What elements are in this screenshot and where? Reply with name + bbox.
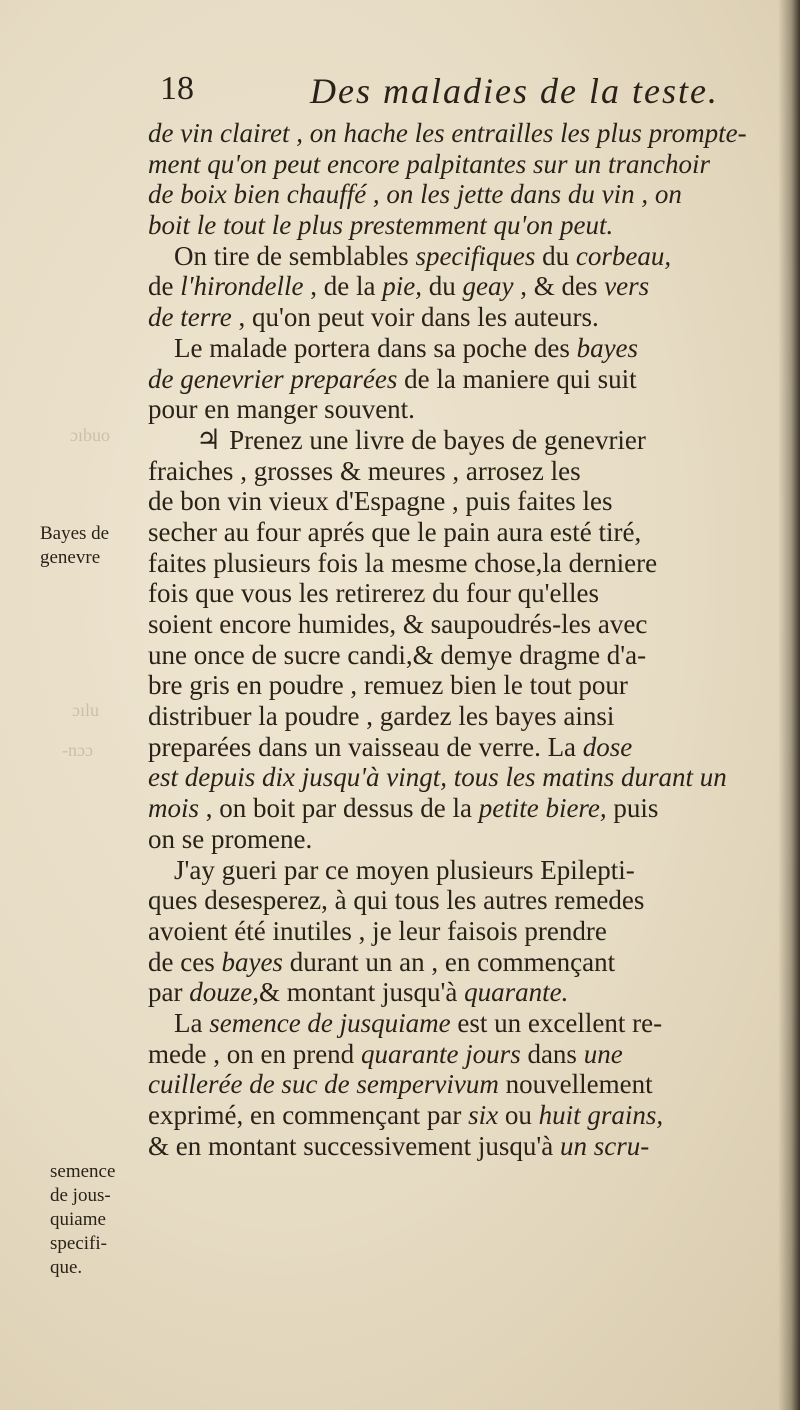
text-line (148, 609, 788, 640)
text-line (148, 548, 788, 579)
text-line (148, 1039, 788, 1070)
text-line (148, 732, 788, 763)
text-segment: avoient été inutiles , je leur faisois prendre (148, 915, 607, 946)
text-line (148, 364, 788, 395)
text-segment: semence de jusquiame (209, 1007, 451, 1038)
text-segment: est un excellent re- (450, 1007, 663, 1038)
text-line (148, 1069, 788, 1100)
text-segment: du (421, 271, 463, 302)
text-segment: durant un an , en commençant (282, 946, 616, 977)
text-segment: six (468, 1100, 499, 1130)
margin-note-line: specifi- (50, 1233, 107, 1254)
text-segment: l'hirondelle (180, 271, 304, 302)
text-line (148, 394, 788, 425)
margin-note-line: semence (50, 1161, 116, 1182)
text-segment: de vin clairet , on hache les entrailles les plus prompte- (148, 118, 747, 148)
text-segment: puis (606, 793, 659, 824)
margin-note-bayes-de-genevre (40, 522, 109, 570)
text-line (148, 517, 788, 548)
text-segment: on se promene. (148, 823, 313, 854)
text-segment: pour en manger souvent. (148, 394, 415, 425)
text-segment: & en montant successivement jusqu'à (148, 1130, 561, 1161)
text-segment: secher au four aprés que le pain aura esté tiré, (148, 516, 642, 547)
text-line (148, 885, 788, 916)
text-segment: douze, (189, 977, 259, 1008)
text-segment: bre gris en poudre , remuez bien le tout pour (148, 670, 628, 701)
bleed-through-text: ɔılu (72, 700, 99, 720)
text-segment: quarante. (464, 977, 569, 1008)
text-line (148, 241, 788, 272)
bleed-through-text: ɔıbuo (70, 425, 110, 445)
text-segment: par (148, 977, 190, 1008)
text-segment: mede , on en prend (148, 1038, 361, 1069)
text-segment: de boix bien chauffé , on les jette dans du vin , on (148, 179, 682, 210)
text-segment: est depuis dix jusqu'à vingt, tous les matins durant un (148, 762, 727, 793)
text-segment: ment qu'on peut encore palpitantes sur un tranchoir (148, 148, 710, 179)
text-line (148, 1131, 788, 1162)
text-segment: de ces (148, 946, 222, 977)
text-segment: de genevrier preparées (148, 363, 398, 394)
text-segment: du (535, 240, 576, 271)
text-segment: La (174, 1007, 210, 1038)
text-segment: ou (498, 1100, 539, 1130)
text-segment: faites plusieurs fois la mesme chose,la derniere (148, 547, 658, 578)
text-line (148, 118, 788, 149)
text-segment: Le malade portera dans sa poche des (174, 332, 577, 363)
text-segment: soient encore humides, & saupoudrés-les avec (148, 609, 648, 639)
text-segment: , qu'on peut voir dans les auteurs. (231, 302, 599, 333)
gutter-shadow (778, 0, 800, 1410)
text-segment: dans (520, 1038, 584, 1069)
text-segment: exprimé, en commençant par (148, 1100, 469, 1130)
text-line (148, 670, 788, 701)
running-title: Des maladies de la teste. (310, 71, 719, 111)
text-segment: une (583, 1038, 623, 1069)
text-segment: nouvellement (498, 1069, 653, 1100)
text-segment: cuillerée de suc de sempervivum (148, 1069, 499, 1100)
text-segment: specifiques (415, 240, 536, 271)
text-segment: boit le tout le plus prestemment qu'on peut. (148, 210, 614, 241)
running-header (145, 70, 765, 120)
text-segment: & montant jusqu'à (258, 977, 465, 1008)
text-segment: , & des (513, 271, 605, 302)
text-segment: de terre (148, 302, 232, 333)
text-segment: Prenez une livre de bayes de genevrier (229, 424, 646, 455)
text-line (148, 425, 788, 456)
text-segment: dose (582, 731, 633, 762)
page-number: 18 (160, 70, 194, 107)
text-segment: quarante jours (360, 1038, 521, 1069)
text-line (148, 640, 788, 671)
text-segment: J'ay gueri par ce moyen plusieurs Epilepti- (174, 854, 635, 885)
text-line (148, 855, 788, 886)
margin-note-line: genevre (40, 547, 101, 568)
text-segment: geay (462, 271, 514, 302)
text-segment: , de la (303, 271, 383, 302)
margin-note-line: de jous- (50, 1185, 111, 1206)
text-segment: ques desesperez, à qui tous les autres remedes (148, 885, 645, 916)
text-segment: fraiches , grosses & meures , arrosez les (148, 455, 581, 486)
text-line (148, 210, 788, 241)
margin-note-line: quiame (50, 1209, 106, 1230)
text-segment: bayes (576, 332, 639, 363)
text-segment: fois que vous les retirerez du four qu'elles (148, 578, 599, 609)
text-line (148, 1008, 788, 1039)
text-segment: petite biere, (478, 793, 607, 824)
margin-note-line: que. (50, 1257, 83, 1278)
text-segment: de (148, 271, 181, 302)
text-line (148, 947, 788, 978)
body-text (148, 118, 788, 1161)
text-line (148, 333, 788, 364)
text-segment: , on boit par dessus de la (199, 793, 479, 824)
text-line (148, 456, 788, 487)
text-segment: bayes (221, 946, 283, 977)
text-line (148, 179, 788, 210)
text-line (148, 149, 788, 180)
text-line (148, 824, 788, 855)
text-segment: On tire de semblables (174, 240, 416, 271)
recipe-symbol-icon: ♃ (196, 424, 222, 456)
bleed-through-text: -nɔɔ (62, 740, 93, 760)
text-segment: pie, (382, 271, 422, 302)
text-segment: mois (148, 793, 200, 824)
text-segment: de bon vin vieux d'Espagne , puis faites les (148, 486, 613, 517)
margin-note-semence-de-jousquiame (50, 1160, 115, 1280)
text-line (148, 578, 788, 609)
text-segment: une once de sucre candi,& demye dragme d'a- (148, 639, 647, 670)
text-line (148, 1100, 788, 1131)
text-line (148, 916, 788, 947)
margin-note-line: Bayes de (40, 523, 110, 544)
text-line (148, 271, 788, 302)
text-line (148, 302, 788, 333)
text-segment: distribuer la poudre , gardez les bayes ainsi (148, 701, 615, 732)
text-segment: preparées dans un vaisseau de verre. La (148, 731, 583, 762)
text-segment: corbeau, (575, 240, 672, 271)
text-line (148, 701, 788, 732)
text-segment: huit grains, (538, 1100, 664, 1130)
text-segment: un scru- (560, 1130, 650, 1161)
text-line (148, 977, 788, 1008)
text-line (148, 762, 788, 793)
text-line (148, 486, 788, 517)
text-segment: de la maniere qui suit (397, 363, 637, 394)
text-segment: vers (604, 271, 650, 302)
text-line (148, 793, 788, 824)
